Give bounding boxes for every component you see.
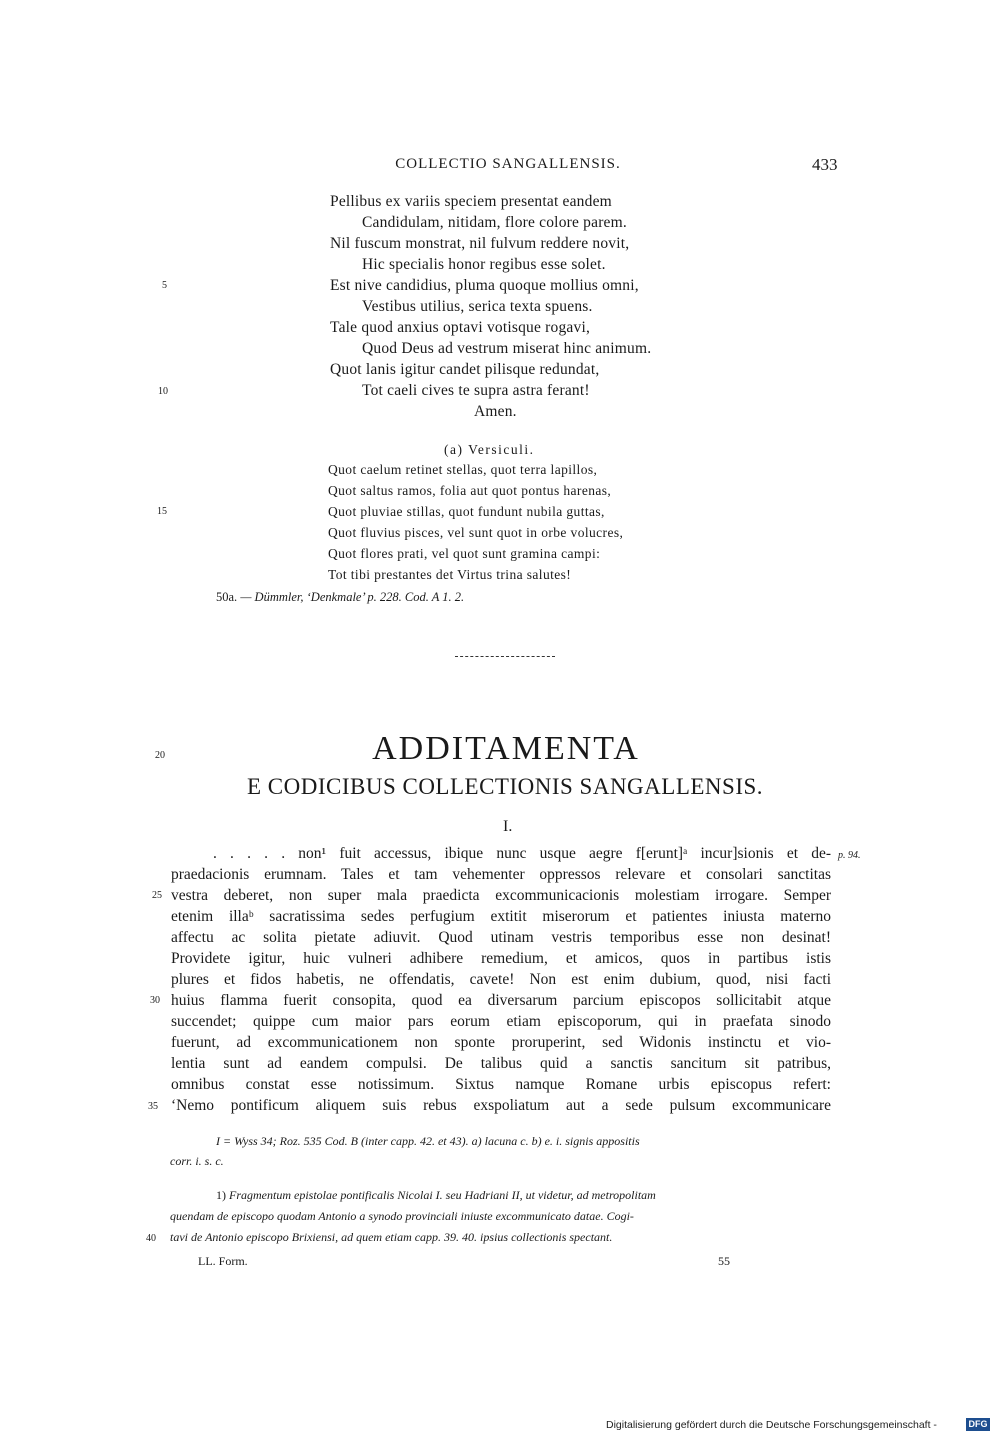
- poem-line: Est nive candidius, pluma quoque mollius omni,: [330, 277, 639, 294]
- digitization-credit: Digitalisierung gefördert durch die Deutsche Forschungsgemeinschaft -: [606, 1419, 937, 1431]
- prose-line: affectu ac solita pietate adiuvit. Quod utinam vestris temporibus esse non desinat!: [171, 929, 831, 946]
- sheet-signature: 55: [718, 1254, 730, 1268]
- line-number: 5: [162, 280, 167, 291]
- versiculi-line: Quot caelum retinet stellas, quot terra lapillos,: [328, 462, 598, 477]
- prose-line: vestra deberet, non super mala praedicta excommunicacionis molestiam irrogare. Semper: [171, 887, 831, 904]
- poem-line: Pellibus ex variis speciem presentat eandem: [330, 193, 612, 210]
- page-number: 433: [812, 155, 838, 174]
- footnote-line: 1) Fragmentum epistolae pontificalis Nicolai I. seu Hadriani II, ut videtur, ad metropolitam: [216, 1188, 656, 1202]
- apparatus-line: corr. i. s. c.: [170, 1154, 224, 1168]
- footnote-line: tavi de Antonio episcopo Brixiensi, ad quem etiam capp. 39. 40. ipsius collectionis spectant.: [170, 1230, 613, 1244]
- poem-line: Tot caeli cives te supra astra ferant!: [362, 382, 590, 399]
- section-title: ADDITAMENTA: [372, 730, 640, 767]
- prose-line: Providete igitur, huic vulneri adhibere remedium, et amicos, quos in partibus istis: [171, 950, 831, 967]
- line-number: 15: [157, 506, 167, 517]
- versiculi-line: Quot saltus ramos, folia aut quot pontus harenas,: [328, 483, 612, 498]
- versiculi-line: Tot tibi prestantes det Virtus trina salutes!: [328, 567, 572, 582]
- footnote-marker: 1): [216, 1188, 226, 1202]
- running-title: COLLECTIO SANGALLENSIS.: [395, 156, 621, 172]
- poem-line: Nil fuscum monstrat, nil fulvum reddere novit,: [330, 235, 630, 252]
- prose-line: huius flamma fuerit consopita, quod ea diversarum parcium episcopos sollicitabit atque: [171, 992, 831, 1009]
- source-note-number: 50a.: [216, 590, 238, 604]
- prose-line: lentia sunt ad eandem compulsi. De talibus quid a sanctis sancitum sit patribus,: [171, 1055, 831, 1072]
- line-number: 25: [152, 890, 162, 901]
- prose-line: succendet; quippe cum maior pars eorum etiam episcoporum, qui in praefata sinodo: [171, 1013, 831, 1030]
- prose-line: fuerunt, ad excommunicationem non sponte proruperint, sed Widonis instinctu et vio-: [171, 1034, 831, 1051]
- versiculi-line: Quot fluvius pisces, vel sunt quot in orbe volucres,: [328, 525, 624, 540]
- prose-line: omnibus constat esse notissimum. Sixtus namque Romane urbis episcopus refert:: [171, 1076, 831, 1093]
- line-number: 20: [155, 750, 165, 761]
- apparatus-line: I = Wyss 34; Roz. 535 Cod. B (inter capp. 42. et 43). a) lacuna c. b) e. i. signis appositis: [216, 1134, 640, 1148]
- prose-line: . . . . . non¹ fuit accessus, ibique nunc usque aegre f[erunt]ᵃ incur]sionis et de-: [213, 845, 831, 862]
- source-note-text: — Dümmler, ‘Denkmale’ p. 228. Cod. A 1. 2.: [240, 590, 465, 604]
- versiculi-heading: (a) Versiculi.: [444, 442, 535, 457]
- footnote-line: quendam de episcopo quodam Antonio a synodo provinciali iniuste excommunicato datae. Cogi-: [170, 1209, 634, 1223]
- section-subtitle: E CODICIBUS COLLECTIONIS SANGALLENSIS.: [246, 774, 764, 799]
- margin-reference: p. 94.: [838, 850, 861, 861]
- poem-line: Quot lanis igitur candet pilisque redundat,: [330, 361, 600, 378]
- poem-line: Quod Deus ad vestrum miserat hinc animum.: [362, 340, 652, 357]
- line-number: 10: [158, 386, 168, 397]
- series-signature: LL. Form.: [198, 1254, 248, 1268]
- source-note: [216, 590, 464, 605]
- poem-line: Tale quod anxius optavi votisque rogavi,: [330, 319, 591, 336]
- dfg-logo: DFG: [966, 1418, 990, 1431]
- section-number: I.: [503, 818, 513, 835]
- line-number: 30: [150, 995, 160, 1006]
- prose-line: praedacionis erumnam. Tales et tam vehementer oppressos relevare et consolari sanctitas: [171, 866, 831, 883]
- poem-closing: Amen.: [474, 403, 517, 420]
- prose-line: etenim illaᵇ sacratissima sedes perfugium extitit miserorum et patientes iniusta materno: [171, 908, 831, 925]
- versiculi-line: Quot pluviae stillas, quot fundunt nubila guttas,: [328, 504, 605, 519]
- poem-line: Vestibus utilius, serica texta spuens.: [362, 298, 593, 315]
- prose-line: plures et fidos habetis, ne offendatis, cavete! Non est enim dubium, quod, nisi facti: [171, 971, 831, 988]
- poem-line: Candidulam, nitidam, flore colore parem.: [362, 214, 627, 231]
- prose-line: ‘Nemo pontificum aliquem suis rebus exspoliatum aut a sede pulsum excommunicare: [171, 1097, 831, 1114]
- line-number: 40: [146, 1233, 156, 1244]
- section-divider: [455, 656, 555, 657]
- line-number: 35: [148, 1101, 158, 1112]
- poem-line: Hic specialis honor regibus esse solet.: [362, 256, 606, 273]
- versiculi-line: Quot flores prati, vel quot sunt gramina campi:: [328, 546, 601, 561]
